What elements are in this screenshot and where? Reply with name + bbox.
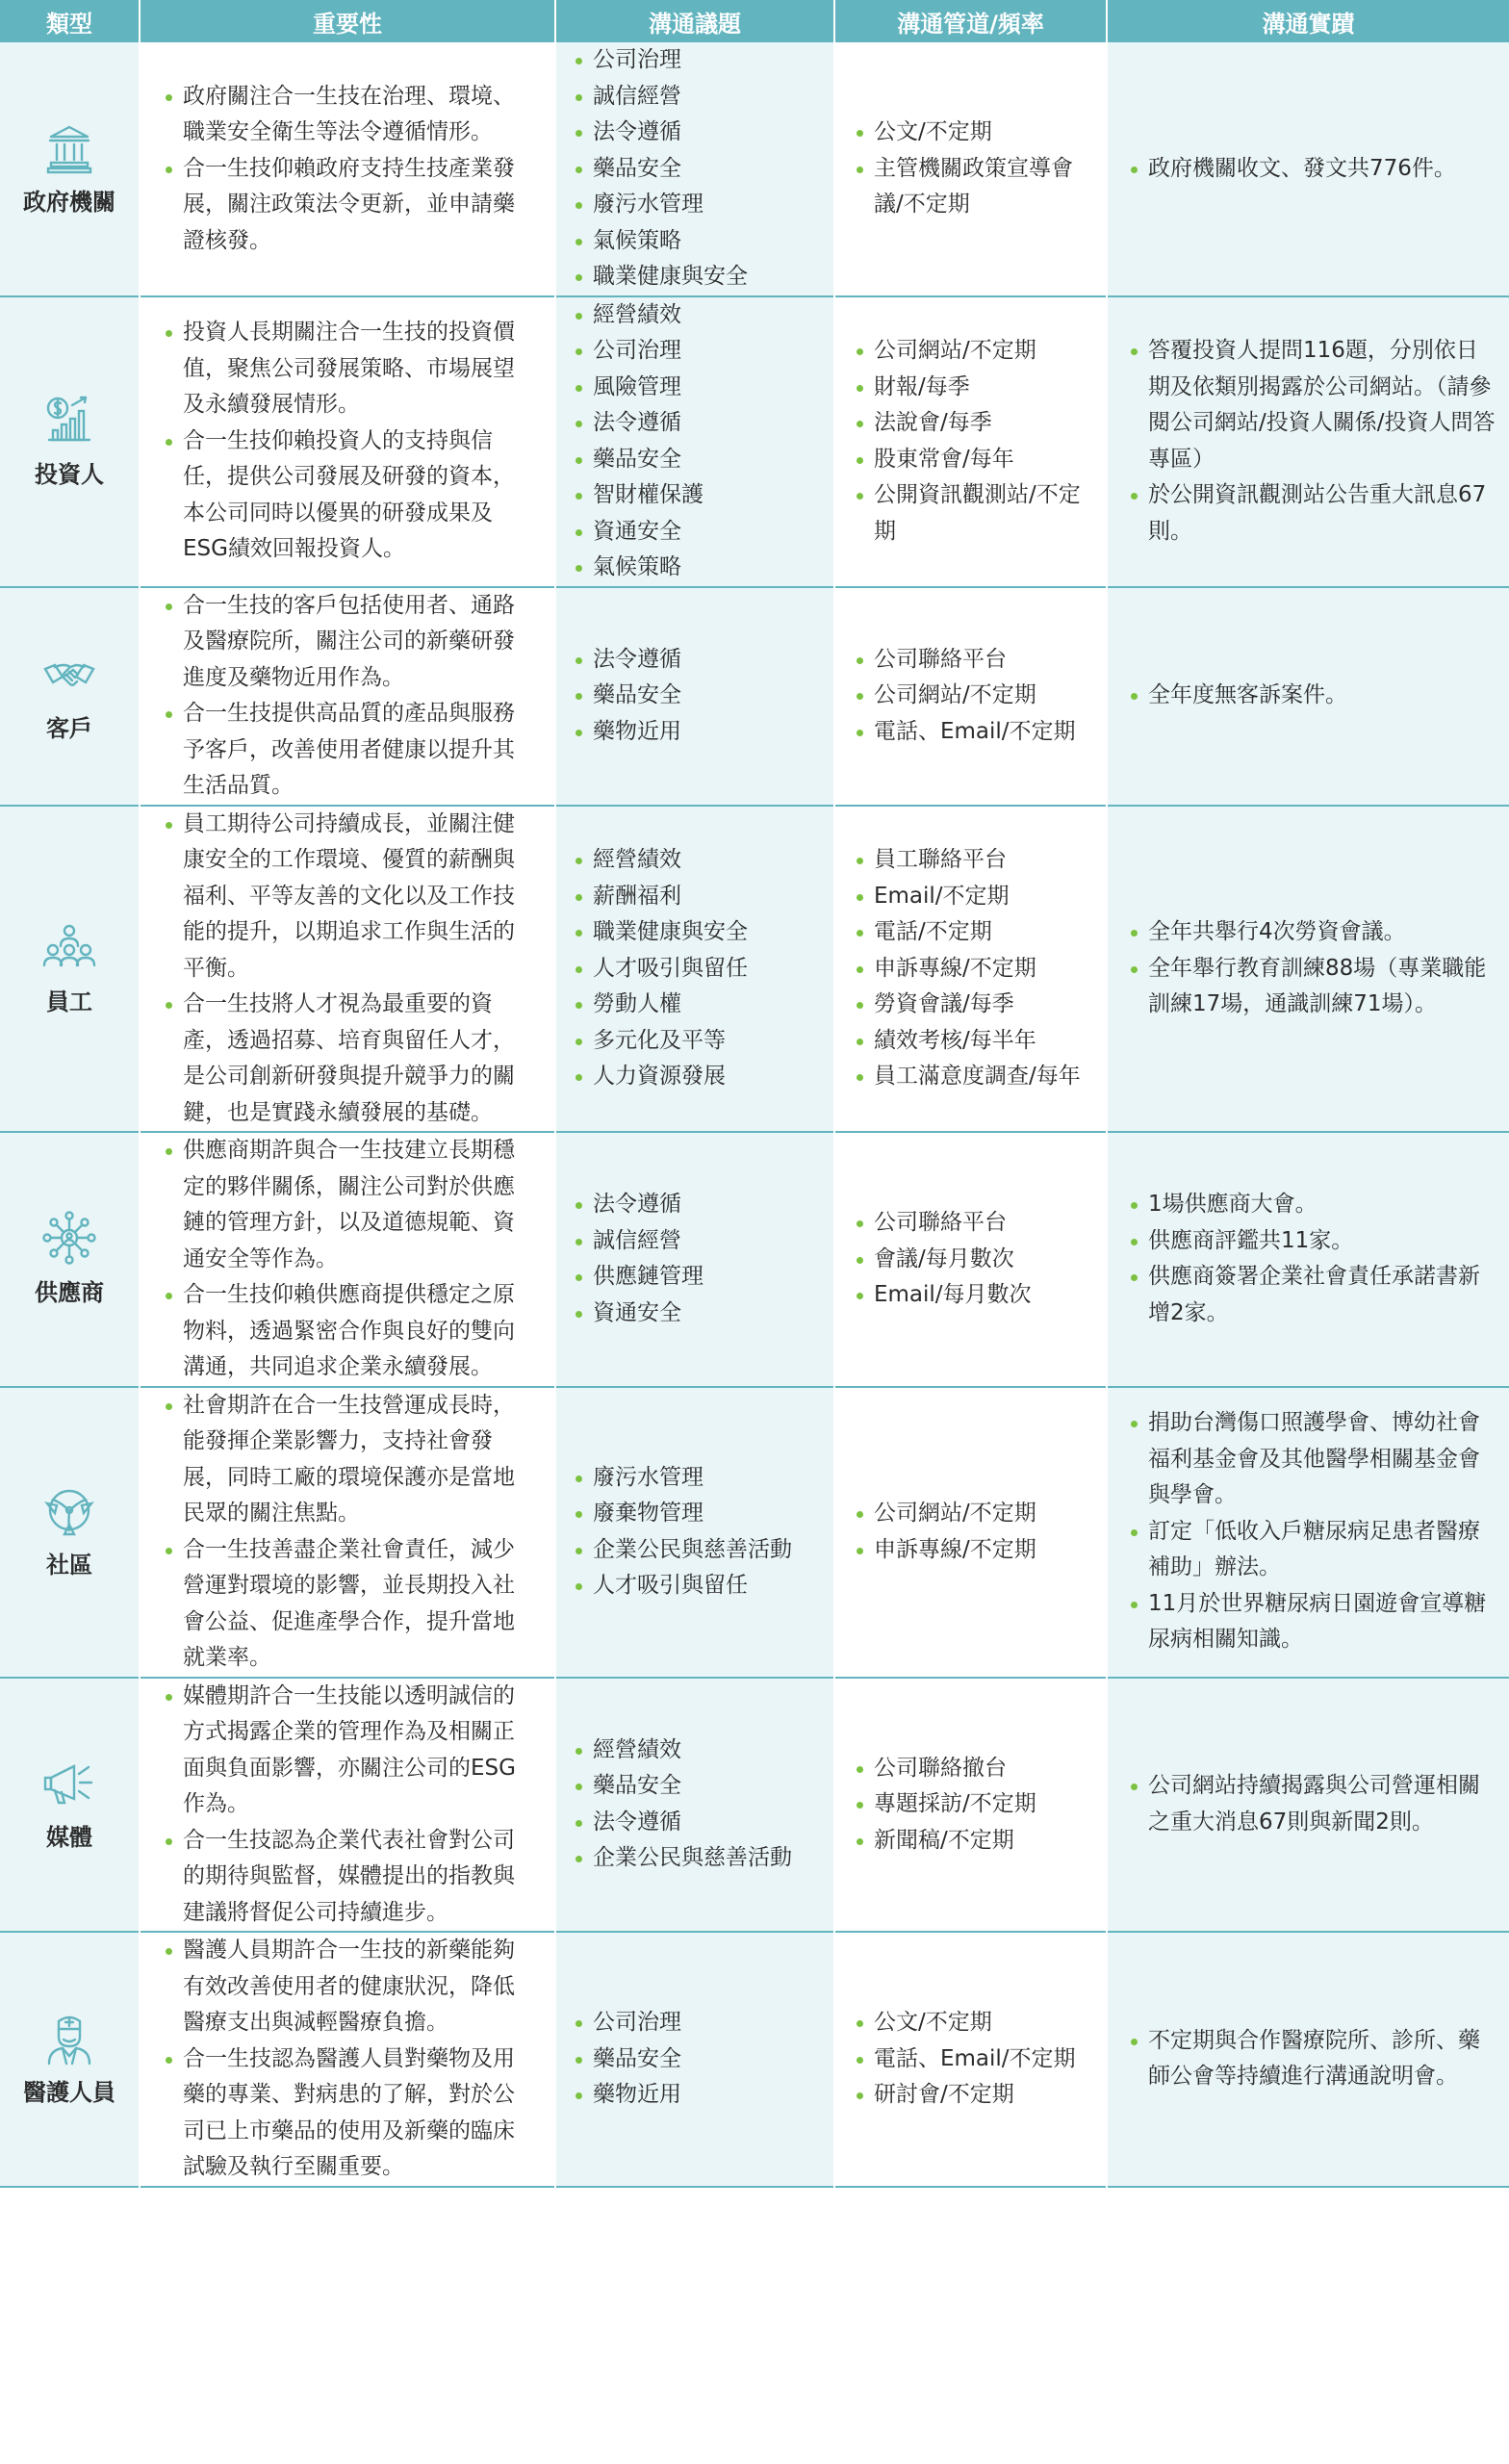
investment-chart-icon bbox=[39, 390, 99, 449]
achievements-cell bbox=[1107, 296, 1509, 587]
importance-list bbox=[164, 1133, 535, 1386]
issue-item: 公司治理 bbox=[574, 2005, 826, 2041]
issue-item: 經營績效 bbox=[574, 297, 826, 334]
stakeholder-type-cell bbox=[0, 296, 140, 587]
achievement-item: 公司網站持續揭露與公司營運相關之重大消息67則與新聞2則。 bbox=[1129, 1768, 1497, 1840]
channel-item: 電話/不定期 bbox=[855, 914, 1096, 951]
issues-cell bbox=[555, 1932, 834, 2187]
channel-item: 公司聯絡平台 bbox=[855, 642, 1096, 679]
channel-item: 主管機關政策宣導會議/不定期 bbox=[855, 151, 1096, 223]
achievements-cell bbox=[1107, 587, 1509, 806]
channel-item: 公司網站/不定期 bbox=[855, 333, 1096, 370]
issue-item: 氣候策略 bbox=[574, 223, 826, 260]
channels-list bbox=[855, 1751, 1096, 1860]
importance-item: 合一生技的客戶包括使用者、通路及醫療院所，關注公司的新藥研發進度及藥物近用作為。 bbox=[164, 588, 535, 697]
achievement-item: 訂定「低收入戶糖尿病足患者醫療補助」辦法。 bbox=[1129, 1514, 1497, 1586]
issue-item: 藥品安全 bbox=[574, 151, 826, 188]
channel-item: 公文/不定期 bbox=[855, 115, 1096, 151]
importance-item: 供應商期許與合一生技建立長期穩定的夥伴關係，關注公司對於供應鏈的管理方針，以及道德規範、資通安全等作為。 bbox=[164, 1133, 535, 1277]
achievements-list bbox=[1129, 1768, 1497, 1840]
achievements-list bbox=[1129, 914, 1497, 1023]
stakeholder-type-label: 社區 bbox=[46, 1551, 92, 1578]
issue-item: 多元化及平等 bbox=[574, 1023, 826, 1060]
table-row bbox=[0, 42, 1509, 296]
achievements-list bbox=[1129, 151, 1497, 188]
channel-item: 申訴專線/不定期 bbox=[855, 951, 1096, 988]
handshake-icon bbox=[39, 644, 99, 704]
importance-cell bbox=[140, 587, 555, 806]
issue-item: 人力資源發展 bbox=[574, 1059, 826, 1095]
issue-item: 廢污水管理 bbox=[574, 1460, 826, 1497]
issue-item: 藥品安全 bbox=[574, 678, 826, 714]
stakeholder-type-cell bbox=[0, 1387, 140, 1678]
table-row bbox=[0, 1132, 1509, 1387]
table-row bbox=[0, 1932, 1509, 2187]
achievement-item: 1場供應商大會。 bbox=[1129, 1187, 1497, 1223]
issues-cell bbox=[555, 1387, 834, 1678]
table-header-row bbox=[0, 0, 1509, 42]
channels-cell bbox=[834, 1932, 1107, 2187]
issue-item: 誠信經營 bbox=[574, 1223, 826, 1260]
issue-item: 法令遵循 bbox=[574, 642, 826, 679]
megaphone-icon bbox=[39, 1753, 99, 1812]
issues-cell bbox=[555, 1132, 834, 1387]
issue-item: 人才吸引與留任 bbox=[574, 951, 826, 988]
importance-cell bbox=[140, 1132, 555, 1387]
channel-item: 公司網站/不定期 bbox=[855, 1496, 1096, 1532]
achievements-cell bbox=[1107, 1678, 1509, 1933]
channel-item: 公文/不定期 bbox=[855, 2005, 1096, 2041]
achievement-item: 供應商評鑑共11家。 bbox=[1129, 1223, 1497, 1260]
importance-list bbox=[164, 1388, 535, 1677]
importance-item: 社會期許在合一生技營運成長時，能發揮企業影響力，支持社會發展，同時工廠的環境保護亦是當地民眾的關注焦點。 bbox=[164, 1388, 535, 1532]
channel-item: Email/每月數次 bbox=[855, 1277, 1096, 1314]
issues-list bbox=[574, 1460, 826, 1604]
issue-item: 公司治理 bbox=[574, 333, 826, 370]
achievements-cell bbox=[1107, 806, 1509, 1133]
achievement-item: 全年共舉行4次勞資會議。 bbox=[1129, 914, 1497, 951]
importance-item: 媒體期許合一生技能以透明誠信的方式揭露企業的管理作為及相關正面與負面影響，亦關注公司的ESG作為。 bbox=[164, 1679, 535, 1823]
issue-item: 法令遵循 bbox=[574, 115, 826, 151]
issues-list bbox=[574, 642, 826, 751]
stakeholder-type-label: 員工 bbox=[46, 988, 92, 1015]
stakeholder-type-cell bbox=[0, 42, 140, 296]
importance-list bbox=[164, 1679, 535, 1932]
achievements-cell bbox=[1107, 1132, 1509, 1387]
channels-list bbox=[855, 842, 1096, 1095]
stakeholder-type-cell bbox=[0, 1132, 140, 1387]
issue-item: 企業公民與慈善活動 bbox=[574, 1840, 826, 1877]
channel-item: 公開資訊觀測站/不定期 bbox=[855, 477, 1096, 550]
importance-cell bbox=[140, 1387, 555, 1678]
achievements-list bbox=[1129, 333, 1497, 550]
importance-list bbox=[164, 315, 535, 568]
header-channels: 溝通管道/頻率 bbox=[834, 0, 1107, 42]
importance-item: 員工期待公司持續成長，並關注健康安全的工作環境、優質的薪酬與福利、平等友善的文化以及工作技能的提升，以期追求工作與生活的平衡。 bbox=[164, 807, 535, 988]
issue-item: 誠信經營 bbox=[574, 79, 826, 116]
channels-list bbox=[855, 333, 1096, 550]
issue-item: 藥物近用 bbox=[574, 2077, 826, 2114]
importance-item: 政府關注合一生技在治理、環境、職業安全衛生等法令遵循情形。 bbox=[164, 79, 535, 151]
issue-item: 資通安全 bbox=[574, 514, 826, 551]
channel-item: 股東常會/每年 bbox=[855, 442, 1096, 478]
stakeholder-type-label: 供應商 bbox=[35, 1278, 104, 1306]
channels-cell bbox=[834, 587, 1107, 806]
issue-item: 法令遵循 bbox=[574, 1187, 826, 1223]
channels-list bbox=[855, 642, 1096, 751]
importance-cell bbox=[140, 806, 555, 1133]
issue-item: 氣候策略 bbox=[574, 550, 826, 586]
issues-cell bbox=[555, 296, 834, 587]
stakeholder-type-cell bbox=[0, 806, 140, 1133]
employees-group-icon bbox=[39, 917, 99, 977]
channel-item: 員工滿意度調查/每年 bbox=[855, 1059, 1096, 1095]
issue-item: 法令遵循 bbox=[574, 1805, 826, 1841]
issue-item: 智財權保護 bbox=[574, 477, 826, 514]
stakeholder-type-cell bbox=[0, 587, 140, 806]
stakeholder-type-label: 客戶 bbox=[46, 715, 92, 743]
channels-cell bbox=[834, 1387, 1107, 1678]
medical-staff-icon bbox=[39, 2008, 99, 2067]
importance-item: 投資人長期關注合一生技的投資價值，聚焦公司發展策略、市場展望及永續發展情形。 bbox=[164, 315, 535, 424]
channel-item: 公司網站/不定期 bbox=[855, 678, 1096, 714]
issue-item: 勞動人權 bbox=[574, 987, 826, 1023]
supplier-network-icon bbox=[39, 1208, 99, 1268]
channel-item: 員工聯絡平台 bbox=[855, 842, 1096, 879]
channel-item: 申訴專線/不定期 bbox=[855, 1532, 1096, 1569]
channels-list bbox=[855, 1205, 1096, 1314]
header-type: 類型 bbox=[0, 0, 140, 42]
issues-cell bbox=[555, 1678, 834, 1933]
channel-item: 績效考核/每半年 bbox=[855, 1023, 1096, 1060]
channel-item: 電話、Email/不定期 bbox=[855, 714, 1096, 751]
achievements-cell bbox=[1107, 1387, 1509, 1678]
channels-list bbox=[855, 2005, 1096, 2114]
importance-cell bbox=[140, 296, 555, 587]
header-importance: 重要性 bbox=[140, 0, 555, 42]
stakeholder-type-label: 媒體 bbox=[46, 1824, 92, 1851]
issue-item: 風險管理 bbox=[574, 370, 826, 406]
issues-list bbox=[574, 2005, 826, 2114]
issue-item: 藥物近用 bbox=[574, 714, 826, 751]
achievement-item: 政府機關收文、發文共776件。 bbox=[1129, 151, 1497, 188]
table-row bbox=[0, 587, 1509, 806]
achievements-list bbox=[1129, 678, 1497, 714]
importance-item: 合一生技認為醫護人員對藥物及用藥的專業、對病患的了解，對於公司已上市藥品的使用及新藥的臨床試驗及執行至關重要。 bbox=[164, 2041, 535, 2186]
importance-list bbox=[164, 807, 535, 1132]
channels-cell bbox=[834, 296, 1107, 587]
channel-item: 法說會/每季 bbox=[855, 405, 1096, 442]
stakeholder-type-label: 政府機關 bbox=[23, 188, 115, 216]
channel-item: Email/不定期 bbox=[855, 879, 1096, 915]
channel-item: 勞資會議/每季 bbox=[855, 987, 1096, 1023]
importance-item: 醫護人員期許合一生技的新藥能夠有效改善使用者的健康狀況，降低醫療支出與減輕醫療負擔。 bbox=[164, 1933, 535, 2041]
community-hands-icon bbox=[39, 1480, 99, 1540]
achievement-item: 全年舉行教育訓練88場（專業職能訓練17場，通識訓練71場）。 bbox=[1129, 951, 1497, 1023]
importance-item: 合一生技仰賴投資人的支持與信任，提供公司發展及研發的資本，本公司同時以優異的研發成果及ESG績效回報投資人。 bbox=[164, 424, 535, 568]
achievement-item: 11月於世界糖尿病日園遊會宣導糖尿病相關知識。 bbox=[1129, 1586, 1497, 1658]
stakeholder-type-label: 醫護人員 bbox=[23, 2078, 115, 2106]
issue-item: 藥品安全 bbox=[574, 442, 826, 478]
table-row bbox=[0, 1678, 1509, 1933]
table-row bbox=[0, 1387, 1509, 1678]
importance-item: 合一生技仰賴政府支持生技產業發展，關注政策法令更新，並申請藥證核發。 bbox=[164, 151, 535, 260]
issues-cell bbox=[555, 42, 834, 296]
issue-item: 資通安全 bbox=[574, 1296, 826, 1332]
issues-list bbox=[574, 297, 826, 586]
header-achievements: 溝通實蹟 bbox=[1107, 0, 1509, 42]
issues-list bbox=[574, 1187, 826, 1331]
channel-item: 公司聯絡平台 bbox=[855, 1205, 1096, 1242]
importance-cell bbox=[140, 42, 555, 296]
channel-item: 電話、Email/不定期 bbox=[855, 2041, 1096, 2078]
channel-item: 會議/每月數次 bbox=[855, 1242, 1096, 1278]
importance-item: 合一生技認為企業代表社會對公司的期待與監督，媒體提出的指教與建議將督促公司持續進步。 bbox=[164, 1823, 535, 1932]
issue-item: 供應鏈管理 bbox=[574, 1259, 826, 1296]
channels-cell bbox=[834, 42, 1107, 296]
issue-item: 廢棄物管理 bbox=[574, 1496, 826, 1532]
importance-item: 合一生技將人才視為最重要的資產，透過招募、培育與留任人才，是公司創新研發與提升競爭力的關鍵，也是實踐永續發展的基礎。 bbox=[164, 987, 535, 1131]
issue-item: 經營績效 bbox=[574, 842, 826, 879]
issue-item: 藥品安全 bbox=[574, 2041, 826, 2078]
table-row bbox=[0, 296, 1509, 587]
achievements-list bbox=[1129, 1405, 1497, 1658]
stakeholder-type-cell bbox=[0, 1678, 140, 1933]
channel-item: 專題採訪/不定期 bbox=[855, 1786, 1096, 1823]
issue-item: 廢污水管理 bbox=[574, 187, 826, 223]
issue-item: 藥品安全 bbox=[574, 1768, 826, 1805]
issues-list bbox=[574, 1732, 826, 1877]
channel-item: 研討會/不定期 bbox=[855, 2077, 1096, 2114]
importance-list bbox=[164, 1933, 535, 2186]
importance-cell bbox=[140, 1932, 555, 2187]
importance-item: 合一生技提供高品質的產品與服務予客戶，改善使用者健康以提升其生活品質。 bbox=[164, 696, 535, 805]
achievement-item: 捐助台灣傷口照護學會、博幼社會福利基金會及其他醫學相關基金會與學會。 bbox=[1129, 1405, 1497, 1514]
issue-item: 法令遵循 bbox=[574, 405, 826, 442]
issues-list bbox=[574, 842, 826, 1095]
header-issues: 溝通議題 bbox=[555, 0, 834, 42]
achievement-item: 供應商簽署企業社會責任承諾書新增2家。 bbox=[1129, 1259, 1497, 1331]
importance-list bbox=[164, 588, 535, 805]
issue-item: 人才吸引與留任 bbox=[574, 1568, 826, 1604]
importance-list bbox=[164, 79, 535, 260]
government-building-icon bbox=[39, 117, 99, 177]
issues-cell bbox=[555, 806, 834, 1133]
channel-item: 財報/每季 bbox=[855, 370, 1096, 406]
channels-cell bbox=[834, 1132, 1107, 1387]
importance-cell bbox=[140, 1678, 555, 1933]
achievement-item: 於公開資訊觀測站公告重大訊息67則。 bbox=[1129, 477, 1497, 550]
issues-list bbox=[574, 42, 826, 295]
issue-item: 職業健康與安全 bbox=[574, 914, 826, 951]
achievements-cell bbox=[1107, 42, 1509, 296]
issue-item: 經營績效 bbox=[574, 1732, 826, 1769]
achievements-list bbox=[1129, 2023, 1497, 2095]
achievement-item: 答覆投資人提問116題，分別依日期及依類別揭露於公司網站。（請參閱公司網站/投資人關係/投資人問答專區） bbox=[1129, 333, 1497, 477]
channel-item: 公司聯絡撤台 bbox=[855, 1751, 1096, 1787]
achievement-item: 全年度無客訴案件。 bbox=[1129, 678, 1497, 714]
channel-item: 新聞稿/不定期 bbox=[855, 1823, 1096, 1860]
achievements-cell bbox=[1107, 1932, 1509, 2187]
stakeholder-type-cell bbox=[0, 1932, 140, 2187]
channels-list bbox=[855, 1496, 1096, 1568]
issues-cell bbox=[555, 587, 834, 806]
issue-item: 公司治理 bbox=[574, 42, 826, 79]
channels-list bbox=[855, 115, 1096, 223]
issue-item: 薪酬福利 bbox=[574, 879, 826, 915]
issue-item: 職業健康與安全 bbox=[574, 259, 826, 295]
importance-item: 合一生技仰賴供應商提供穩定之原物料，透過緊密合作與良好的雙向溝通，共同追求企業永續發展。 bbox=[164, 1277, 535, 1386]
table-row bbox=[0, 806, 1509, 1133]
issue-item: 企業公民與慈善活動 bbox=[574, 1532, 826, 1569]
channels-cell bbox=[834, 1678, 1107, 1933]
importance-item: 合一生技善盡企業社會責任，減少營運對環境的影響，並長期投入社會公益、促進產學合作，提升當地就業率。 bbox=[164, 1532, 535, 1677]
achievements-list bbox=[1129, 1187, 1497, 1331]
channels-cell bbox=[834, 806, 1107, 1133]
stakeholder-type-label: 投資人 bbox=[35, 460, 104, 488]
achievement-item: 不定期與合作醫療院所、診所、藥師公會等持續進行溝通說明會。 bbox=[1129, 2023, 1497, 2095]
